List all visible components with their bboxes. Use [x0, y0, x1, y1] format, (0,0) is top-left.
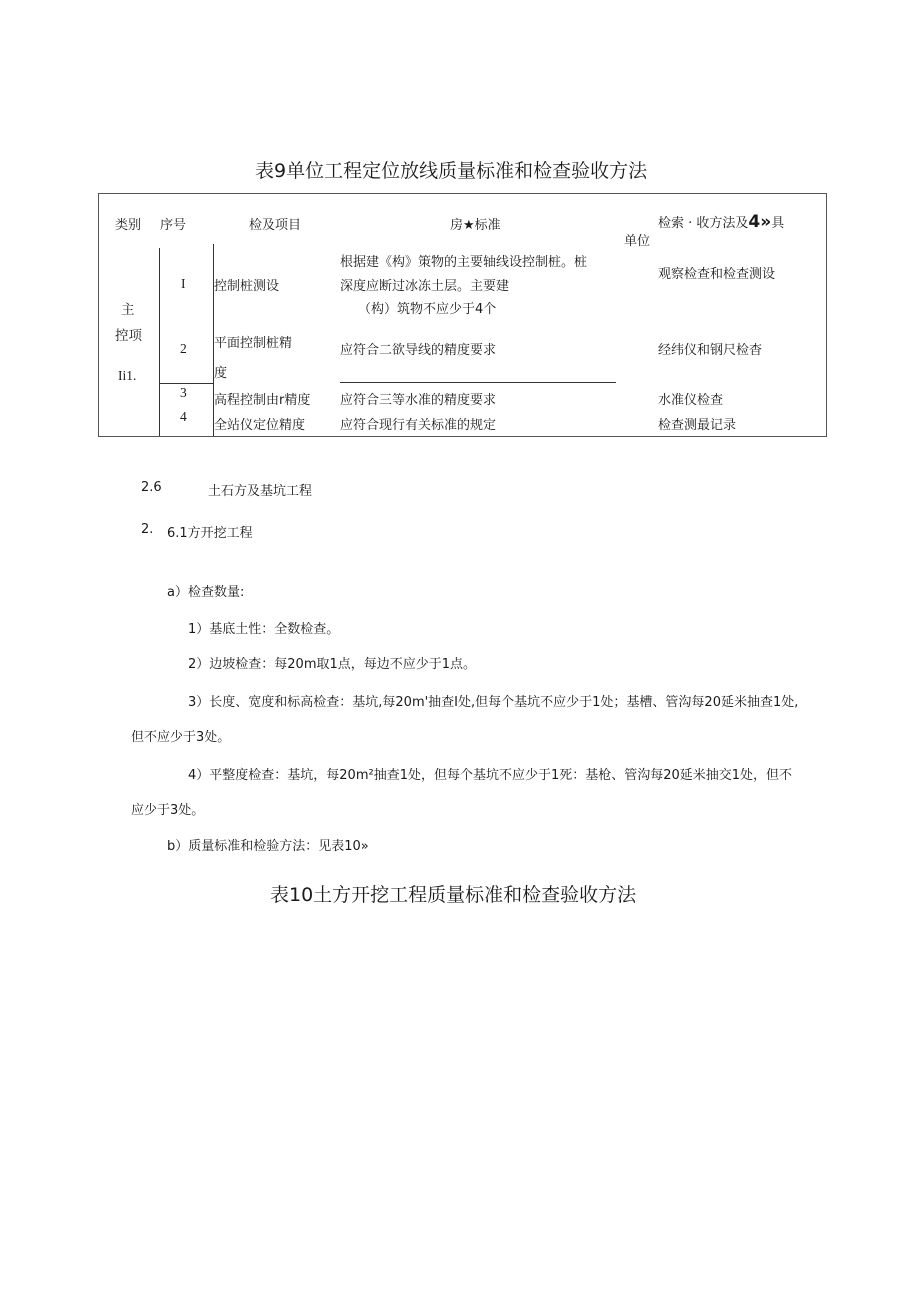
- header-category: 类别: [115, 218, 142, 233]
- category-line2: 控项: [115, 328, 142, 344]
- header-item: 检及项目: [249, 218, 302, 233]
- category-line3: Ii1.: [118, 368, 137, 383]
- section-heading-text: 土石方及基坑工程: [208, 484, 313, 499]
- table10-title: 表10土方开挖工程质量标准和检查验收方法: [270, 884, 637, 906]
- header-unit: 单位: [624, 234, 651, 249]
- row1-standard-line1: 根据建《构》策物的主要轴线设控制桩。桩: [340, 255, 588, 270]
- table-divider: [159, 248, 160, 436]
- row4-item: 全站仪定位精度: [214, 418, 306, 433]
- item-b: b）质量标准和检验方法：见表10»: [167, 839, 369, 854]
- item-3-line1: 3）长度、宽度和标高检查：基坑,每20m'抽查I处,但每个基坑不应少于1处；基槽、管沟每20延米抽查1处,: [188, 695, 799, 710]
- item-2: 2）边坡检查：每20m取1点，每边不应少于1点。: [188, 657, 477, 672]
- item-3-line2: 但不应少于3处。: [131, 730, 231, 745]
- row3-standard: 应符合三等水准的精度要求: [340, 393, 497, 408]
- row2-standard: 应符合二欲导线的精度要求: [340, 343, 497, 358]
- header-method-prefix: 检索 · 收方法及: [658, 216, 749, 231]
- subsection-number: 2.: [141, 522, 154, 537]
- header-standard: 房★标准: [450, 218, 501, 233]
- item-1: 1）基底土性：全数检查。: [188, 622, 340, 637]
- header-method-big: 4»: [748, 212, 772, 232]
- item-4-line2: 应少于3处。: [131, 803, 205, 818]
- row2-item-line2: 度: [214, 366, 228, 381]
- row3-item: 高程控制由r精度: [214, 393, 311, 408]
- row3-method: 水准仪检查: [658, 393, 724, 408]
- header-method: [658, 212, 784, 232]
- subsection-text: 6.1方开挖工程: [167, 526, 253, 541]
- table9-title: 表9单位工程定位放线质量标准和检查验收方法: [255, 160, 648, 182]
- row1-method: 观察检查和检查测设: [658, 267, 776, 282]
- row4-seq: 4: [180, 409, 187, 424]
- row2-method: 经纬仪和钢尺检杳: [658, 343, 763, 358]
- row1-item: 控制桩测设: [214, 279, 280, 294]
- row1-seq: I: [181, 276, 186, 291]
- item-a: a）检查数量:: [167, 585, 245, 600]
- row4-standard: 应符合现行有关标准的规定: [340, 418, 497, 433]
- row2-seq: 2: [180, 341, 187, 356]
- item-4-line1: 4）平整度检查：基坑，每20m²抽查1处，但每个基坑不应少于1死：基枪、管沟每20延米抽交1处，但不: [188, 768, 793, 783]
- header-seq: 序号: [160, 218, 187, 233]
- category-line1: 主: [121, 302, 135, 318]
- row1-standard-line2: 深度应断过冰冻土层。主要建: [340, 279, 510, 294]
- table-divider: [340, 382, 616, 383]
- row4-method: 检查测最记录: [658, 418, 737, 433]
- header-method-suffix: 具: [771, 216, 785, 231]
- table-divider: [159, 383, 213, 384]
- row2-item-line1: 平面控制桩精: [214, 336, 293, 351]
- row1-standard-line3: （构）筑物不应少于4个: [358, 302, 497, 317]
- row3-seq: 3: [180, 385, 187, 400]
- section-heading-number: 2.6: [141, 480, 162, 495]
